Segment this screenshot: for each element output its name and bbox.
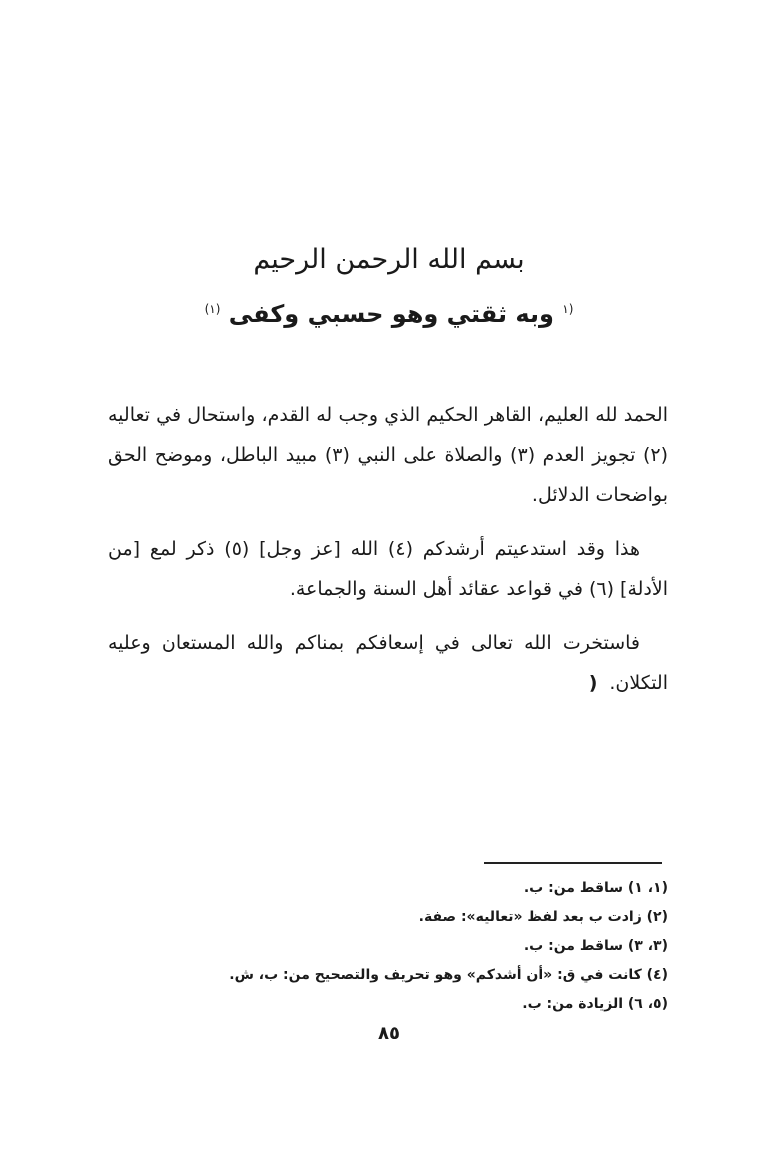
- footnote-item: (٤) كانت في ق: «أن أشدكم» وهو تحريف والتصحيح من: ب، ش.: [229, 967, 668, 983]
- footnote-item: (١، ١) ساقط من: ب.: [523, 880, 668, 896]
- subtitle-close-marker: (١): [204, 302, 221, 316]
- body-text: [108, 395, 668, 717]
- closing-marker: (: [588, 672, 598, 694]
- subtitle-heading: [0, 290, 778, 333]
- footnotes-list: [108, 874, 668, 1019]
- footnote-item: (٥، ٦) الزيادة من: ب.: [522, 996, 668, 1012]
- basmala-heading: بسم الله الرحمن الرحيم: [253, 244, 525, 275]
- page-number: ٨٥: [378, 1023, 400, 1044]
- paragraph-request: هذا وقد استدعيتم أرشدكم (٤) الله [عز وجل] (٥) ذكر لمع [من الأدلة] (٦) في قواعد عقائد أهل السنة والجماعة.: [108, 538, 668, 600]
- footnote-item: (٢) زادت ب بعد لفظ «تعاليه»: صفة.: [418, 909, 668, 925]
- subtitle-text: وبه ثقتي وهو حسبي وكفى: [228, 300, 554, 328]
- paragraph-praise: الحمد لله العليم، القاهر الحكيم الذي وجب له القدم، واستحال في تعاليه (٢) تجويز العدم (٣) والصلاة على النبي (٣) مبيد الباطل، وموضح الحق بواضحات الدلائل.: [108, 404, 668, 506]
- paragraph-closing-text: فاستخرت الله تعالى في إسعافكم بمناكم والله المستعان وعليه التكلان.: [108, 632, 668, 694]
- paragraph-closing: [108, 623, 668, 703]
- subtitle-open-marker: (١: [562, 302, 574, 316]
- footnote-item: (٣، ٣) ساقط من: ب.: [523, 938, 668, 954]
- footnote-divider: [484, 862, 662, 864]
